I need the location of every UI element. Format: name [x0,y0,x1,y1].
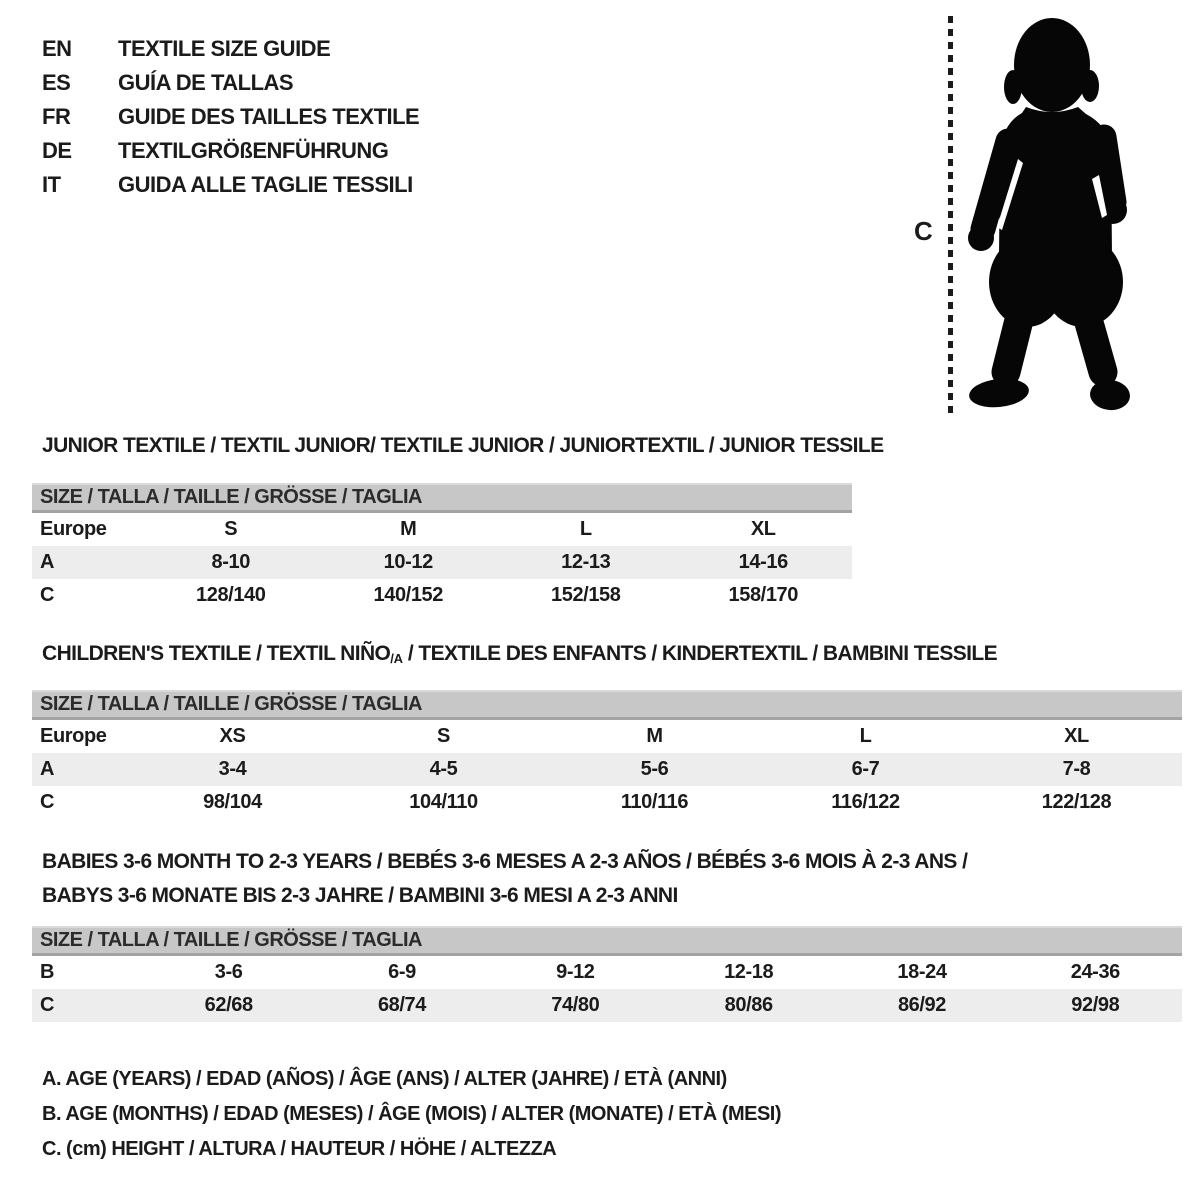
value-cell: 152/158 [551,584,621,606]
legend-line-b: B. AGE (MONTHS) / EDAD (MESES) / ÂGE (MOIS) / ALTER (MONATE) / ETÀ (MESI) [42,1103,782,1125]
size-cell: XL [1064,725,1089,747]
height-measure-dashed-line [948,16,953,417]
value-cell: 62/68 [204,994,253,1016]
language-row-fr [42,100,419,134]
value-cell: 18-24 [897,961,947,983]
size-cell: L [579,518,592,540]
babies-section-title [42,845,967,913]
row-label-cell: C [40,791,55,813]
size-cell: S [224,518,238,540]
table-row-age [32,753,1182,786]
children-title-part1: CHILDREN'S TEXTILE / TEXTIL NIÑO [42,642,391,665]
size-header-bar [32,926,1182,956]
value-cell: 68/74 [377,994,427,1016]
legend-line-a: A. AGE (YEARS) / EDAD (AÑOS) / ÂGE (ANS) / ALTER (JAHRE) / ETÀ (ANNI) [42,1068,727,1090]
row-label-cell: B [40,961,55,983]
row-label-cell: A [40,551,55,573]
language-row-es [42,66,419,100]
row-label-cell: C [40,994,55,1016]
value-cell: 158/170 [728,584,798,606]
children-size-table [32,690,1182,819]
language-row-de [42,134,419,168]
value-cell: 6-9 [388,961,416,983]
table-row-height [32,579,852,612]
guide-title-it: GUIDA ALLE TAGLIE TESSILI [118,172,413,197]
height-measure-label: C [914,216,933,246]
value-cell: 9-12 [556,961,595,983]
language-code: IT [42,172,61,197]
table-row-height [32,786,1182,819]
value-cell: 110/116 [620,791,689,813]
table-row-europe [32,513,852,546]
value-cell: 3-6 [214,961,243,983]
value-cell: 4-5 [429,758,458,780]
value-cell: 12-18 [724,961,774,983]
baby-silhouette-icon [966,17,1136,417]
value-cell: 92/98 [1071,994,1120,1016]
value-cell: 86/92 [897,994,947,1016]
value-cell: 7-8 [1062,758,1091,780]
guide-title-en: TEXTILE SIZE GUIDE [118,36,331,61]
measurement-legend [42,1062,781,1167]
size-cell: M [646,725,663,747]
value-cell: 104/110 [409,791,478,813]
language-code: FR [42,104,71,129]
table-row-age [32,546,852,579]
language-row-it [42,168,419,202]
value-cell: 6-7 [851,758,880,780]
row-label-cell: Europe [40,518,107,540]
size-header-text: SIZE / TALLA / TAILLE / GRÖSSE / TAGLIA [40,693,422,715]
row-label-cell: C [40,584,55,606]
size-header-text: SIZE / TALLA / TAILLE / GRÖSSE / TAGLIA [40,486,422,508]
size-cell: M [400,518,417,540]
value-cell: 12-13 [561,551,611,573]
junior-size-table [32,483,852,612]
table-row-months [32,956,1182,989]
children-title-part2: / TEXTILE DES ENFANTS / KINDERTEXTIL / BAMBINI TESSILE [402,642,998,665]
value-cell: 24-36 [1070,961,1120,983]
table-row-europe [32,720,1182,753]
children-title-subscript: /A [390,651,403,666]
babies-size-table [32,926,1182,1022]
row-label-cell: A [40,758,55,780]
guide-title-fr: GUIDE DES TAILLES TEXTILE [118,104,420,129]
value-cell: 122/128 [1041,791,1112,813]
junior-section-title-text: JUNIOR TEXTILE / TEXTIL JUNIOR/ TEXTILE JUNIOR / JUNIORTEXTIL / JUNIOR TESSILE [42,434,884,457]
value-cell: 5-6 [640,758,669,780]
value-cell: 14-16 [738,551,788,573]
value-cell: 8-10 [211,551,250,573]
table-row-height [32,989,1182,1022]
language-code: ES [42,70,71,95]
babies-title-line1: BABIES 3-6 MONTH TO 2-3 YEARS / BEBÉS 3-6 MESES A 2-3 AÑOS / BÉBÉS 3-6 MOIS À 2-3 ANS / [42,850,968,873]
size-cell: XS [219,725,246,747]
babies-title-line2: BABYS 3-6 MONATE BIS 2-3 JAHRE / BAMBINI 3-6 MESI A 2-3 ANNI [42,884,678,907]
guide-title-es: GUÍA DE TALLAS [118,70,294,95]
value-cell: 10-12 [383,551,433,573]
size-header-bar [32,483,852,513]
value-cell: 140/152 [373,584,443,606]
size-cell: L [859,725,872,747]
language-row-en [42,32,419,66]
guide-title-de: TEXTILGRÖßENFÜHRUNG [118,138,389,163]
language-code: DE [42,138,72,163]
value-cell: 116/122 [831,791,900,813]
size-cell: XL [750,518,776,540]
value-cell: 98/104 [203,791,262,813]
junior-section-title [42,434,884,458]
value-cell: 80/86 [724,994,773,1016]
value-cell: 128/140 [196,584,266,606]
size-header-text: SIZE / TALLA / TAILLE / GRÖSSE / TAGLIA [40,929,422,951]
size-header-bar [32,690,1182,720]
legend-line-c: C. (cm) HEIGHT / ALTURA / HAUTEUR / HÖHE / ALTEZZA [42,1138,557,1160]
value-cell: 74/80 [551,994,600,1016]
size-cell: S [437,725,450,747]
value-cell: 3-4 [218,758,247,780]
row-label-cell: Europe [40,725,107,747]
language-title-list [42,32,419,202]
language-code: EN [42,36,72,61]
children-section-title [42,642,997,671]
